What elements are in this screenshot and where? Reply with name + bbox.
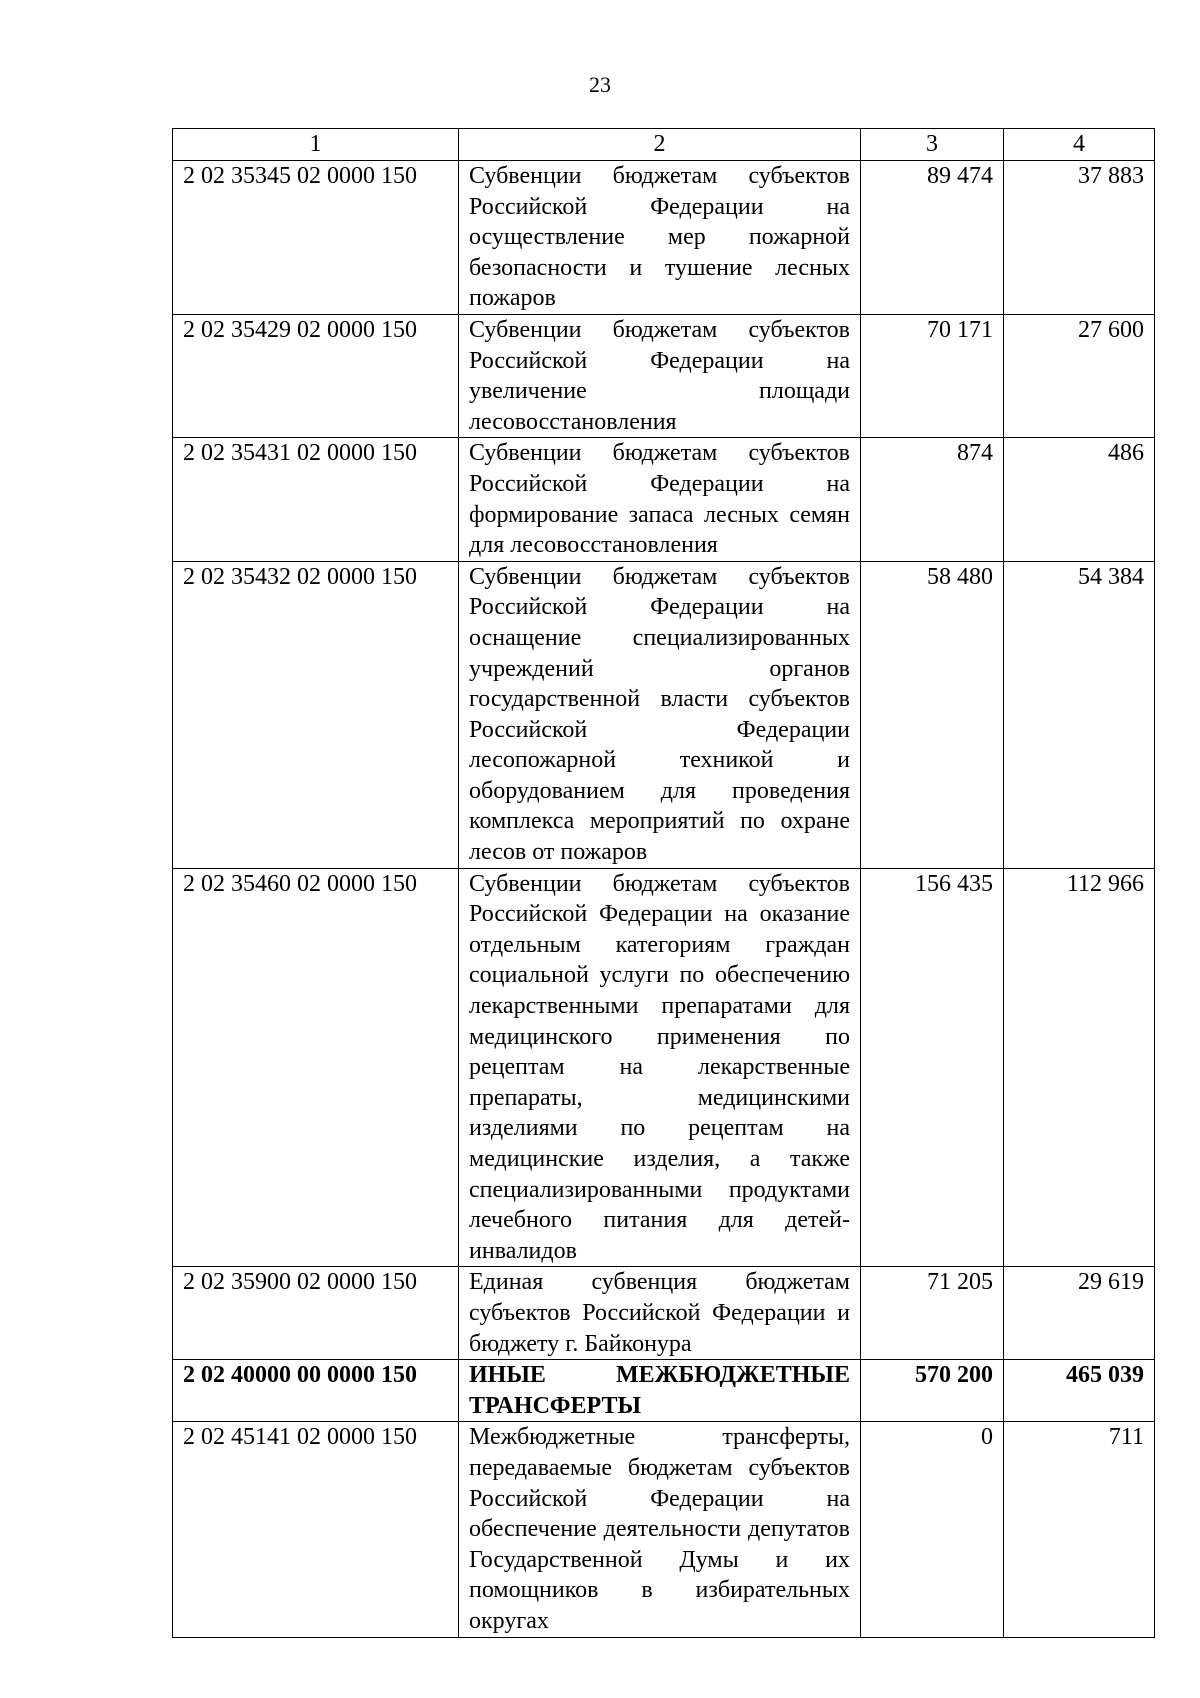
item-name: ИНЫЕ МЕЖБЮДЖЕТНЫЕ ТРАНСФЕРТЫ (459, 1360, 861, 1422)
amount-col4: 27 600 (1004, 314, 1155, 437)
header-row (173, 129, 1155, 161)
amount-col3: 570 200 (861, 1360, 1004, 1422)
table-row (173, 314, 1155, 437)
amount-col3: 70 171 (861, 314, 1004, 437)
column-header-3: 3 (861, 129, 1004, 161)
amount-col3: 874 (861, 438, 1004, 561)
amount-col4: 54 384 (1004, 561, 1155, 868)
amount-col4: 711 (1004, 1422, 1155, 1637)
page-number: 23 (589, 72, 611, 97)
budget-code: 2 02 45141 02 0000 150 (173, 1422, 459, 1637)
budget-table (172, 128, 1155, 1638)
amount-col3: 0 (861, 1422, 1004, 1637)
amount-col4: 29 619 (1004, 1267, 1155, 1360)
amount-col4: 112 966 (1004, 868, 1155, 1267)
item-name: Субвенции бюджетам субъектов Российской Федерации на оказание отдельным категориям граждан социальной услуги по обеспечению лекарственными препаратами для медицинского применения по рецептам на лекарственные препараты, медицинскими изделиями по рецептам на медицинские изделия, а также специализированными продуктами лечебного питания для детей-инвалидов (459, 868, 861, 1267)
table-row (173, 1422, 1155, 1637)
amount-col3: 58 480 (861, 561, 1004, 868)
table-row (173, 1267, 1155, 1360)
table-row (173, 161, 1155, 315)
column-header-1: 1 (173, 129, 459, 161)
budget-code: 2 02 35345 02 0000 150 (173, 161, 459, 315)
column-header-2: 2 (459, 129, 861, 161)
amount-col3: 71 205 (861, 1267, 1004, 1360)
item-name: Межбюджетные трансферты, передаваемые бюджетам субъектов Российской Федерации на обеспечение деятельности депутатов Государственной Думы и их помощников в избирательных округах (459, 1422, 861, 1637)
budget-code: 2 02 35431 02 0000 150 (173, 438, 459, 561)
item-name: Субвенции бюджетам субъектов Российской Федерации на оснащение специализированных учреждений органов государственной власти субъектов Российской Федерации лесопожарной техникой и оборудованием для проведения комплекса мероприятий по охране лесов от пожаров (459, 561, 861, 868)
budget-code: 2 02 35429 02 0000 150 (173, 314, 459, 437)
budget-code: 2 02 35460 02 0000 150 (173, 868, 459, 1267)
budget-code: 2 02 35900 02 0000 150 (173, 1267, 459, 1360)
amount-col3: 89 474 (861, 161, 1004, 315)
amount-col4: 37 883 (1004, 161, 1155, 315)
table-row (173, 561, 1155, 868)
budget-code: 2 02 35432 02 0000 150 (173, 561, 459, 868)
item-name: Субвенции бюджетам субъектов Российской Федерации на формирование запаса лесных семян для лесовосстановления (459, 438, 861, 561)
amount-col4: 465 039 (1004, 1360, 1155, 1422)
item-name: Субвенции бюджетам субъектов Российской Федерации на увеличение площади лесовосстановления (459, 314, 861, 437)
item-name: Субвенции бюджетам субъектов Российской Федерации на осуществление мер пожарной безопасности и тушение лесных пожаров (459, 161, 861, 315)
amount-col3: 156 435 (861, 868, 1004, 1267)
budget-code: 2 02 40000 00 0000 150 (173, 1360, 459, 1422)
table-row (173, 438, 1155, 561)
table-row (173, 868, 1155, 1267)
column-header-4: 4 (1004, 129, 1155, 161)
table-row-section-total (173, 1360, 1155, 1422)
amount-col4: 486 (1004, 438, 1155, 561)
item-name: Единая субвенция бюджетам субъектов Российской Федерации и бюджету г. Байконура (459, 1267, 861, 1360)
